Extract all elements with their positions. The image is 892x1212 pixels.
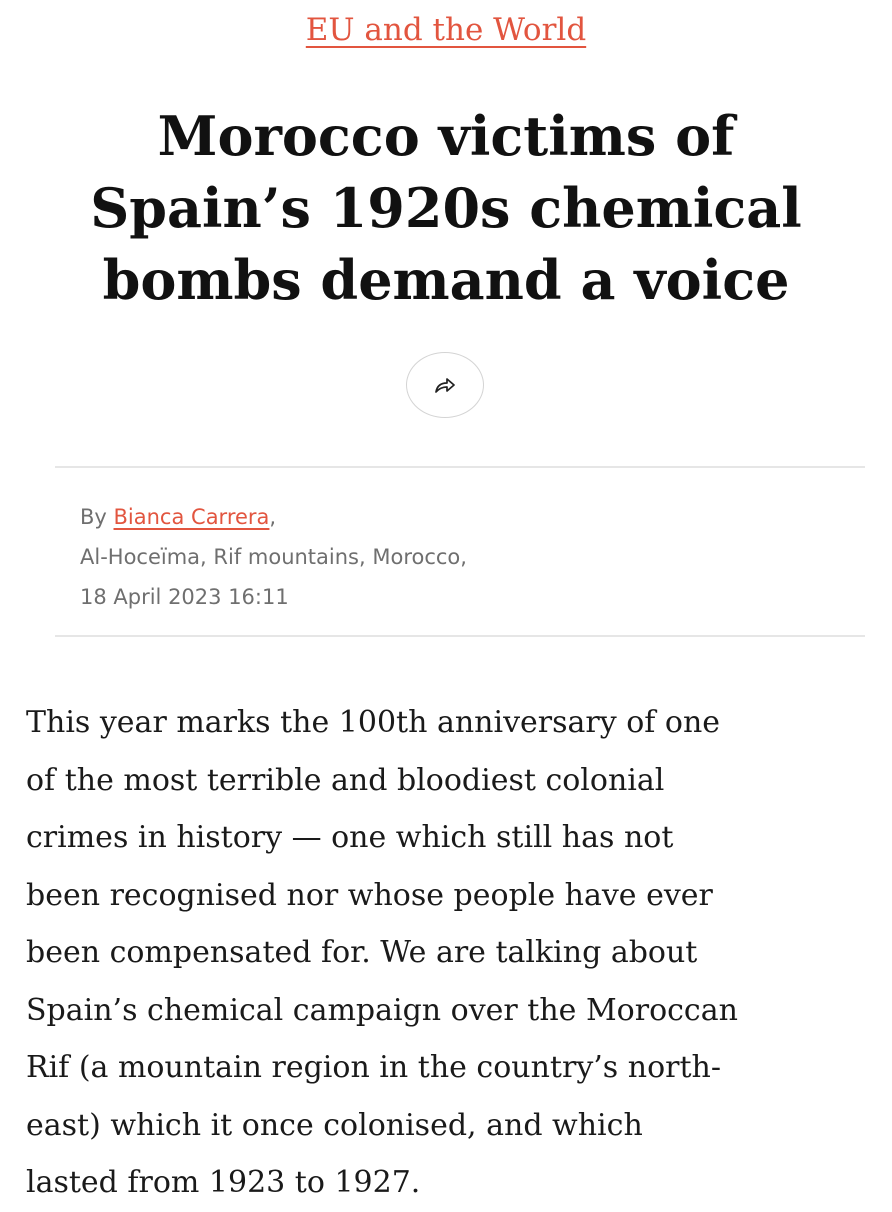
byline-location: Al-Hoceïma, Rif mountains, Morocco, (80, 545, 467, 569)
article-line: been recognised nor whose people have ever (26, 877, 713, 913)
share-arrow-icon (434, 376, 456, 394)
byline-comma: , (269, 505, 277, 529)
author-link[interactable]: Bianca Carrera (113, 505, 270, 529)
byline-prefix: By (80, 505, 114, 529)
headline-line: Morocco victims of (157, 104, 735, 168)
article-line: of the most terrible and bloodiest colonial (26, 762, 665, 798)
section-link[interactable]: EU and the World (305, 12, 587, 48)
article-line: been compensated for. We are talking about (26, 935, 698, 970)
divider (55, 635, 865, 637)
headline-line: bombs demand a voice (102, 248, 790, 312)
article-line: crimes in history — one which still has not (26, 820, 674, 855)
byline-author-row (80, 497, 820, 537)
share-button[interactable] (406, 352, 484, 418)
article-line: Spain’s chemical campaign over the Moroccan (26, 992, 738, 1028)
divider (55, 466, 865, 468)
article-body (26, 694, 876, 1212)
byline (80, 497, 820, 617)
article-line: lasted from 1923 to 1927. (26, 1165, 421, 1200)
article-line: This year marks the 100th anniversary of one (26, 705, 721, 740)
byline-datetime: 18 April 2023 16:11 (80, 585, 289, 609)
article-line: east) which it once colonised, and which (26, 1107, 643, 1143)
article-line: Rif (a mountain region in the country’s north- (26, 1050, 721, 1085)
article-headline (30, 100, 862, 316)
headline-line: Spain’s 1920s chemical (90, 176, 802, 240)
